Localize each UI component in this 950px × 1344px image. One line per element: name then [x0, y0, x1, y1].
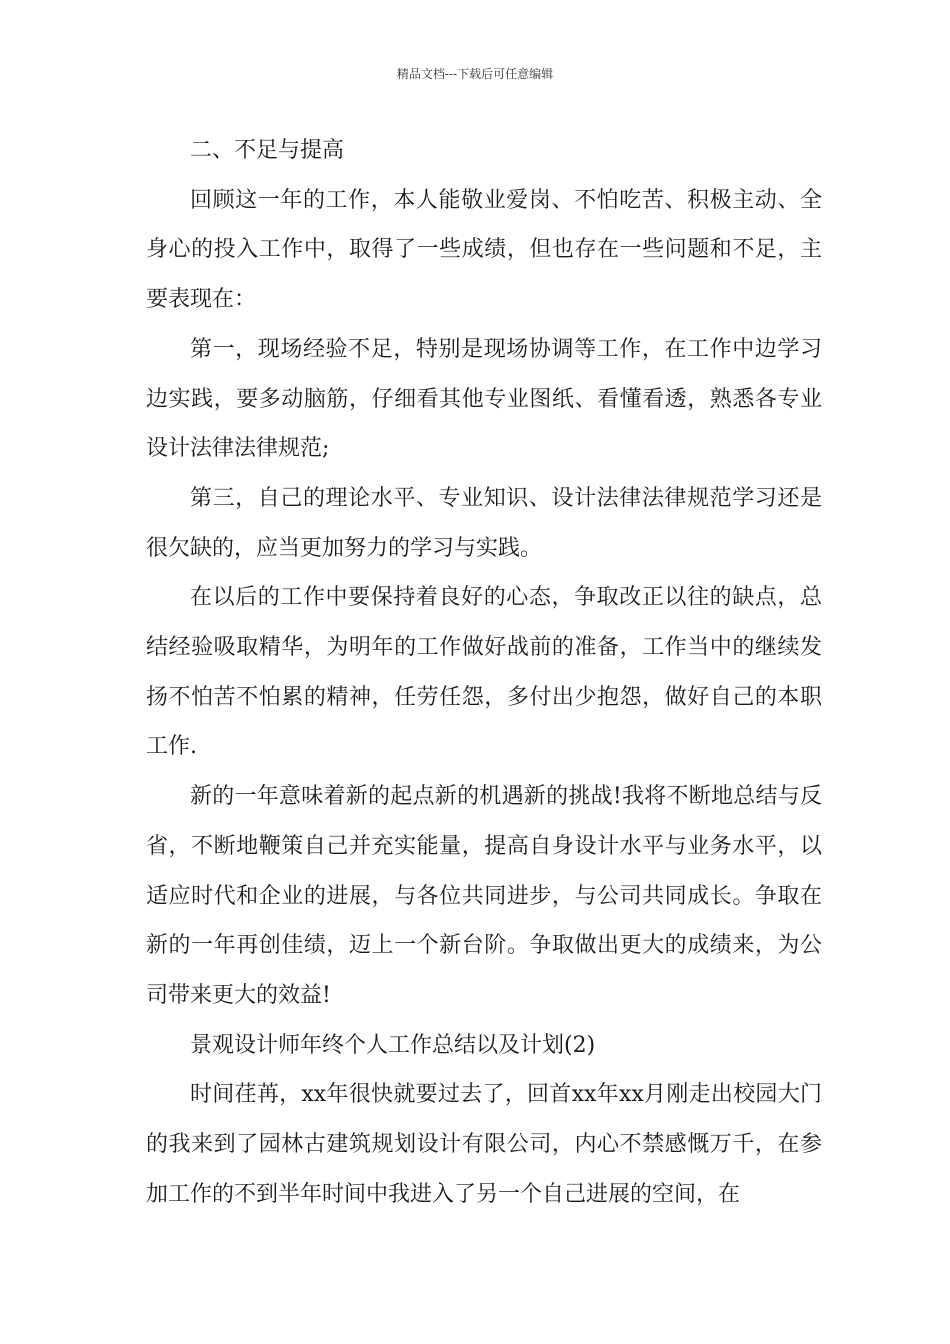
document-body — [146, 126, 822, 1219]
paragraph: 新的一年意味着新的起点新的机遇新的挑战!我将不断地总结与反省，不断地鞭策自己并充实能量，提高自身设计水平与业务水平，以适应时代和企业的进展，与各位共同进步，与公司共同成长。争取在新的一年再创佳绩，迈上一个新台阶。争取做出更大的成绩来，为公司带来更大的效益! — [146, 784, 822, 1008]
page-header: 精品文档---下载后可任意编辑 — [396, 67, 554, 81]
paragraph: 回顾这一年的工作，本人能敬业爱岗、不怕吃苦、积极主动、全身心的投入工作中，取得了一些成绩，但也存在一些问题和不足，主要表现在： — [146, 187, 822, 313]
paragraph: 时间荏苒，xx年很快就要过去了，回首xx年xx月刚走出校园大门的我来到了园林古建筑规划设计有限公司，内心不禁感慨万千，在参加工作的不到半年时间中我进入了另一个自己进展的空间，在 — [146, 1082, 822, 1207]
article-title: 景观设计师年终个人工作总结以及计划(2) — [190, 1032, 596, 1058]
section-heading: 二、不足与提高 — [190, 138, 345, 163]
paragraph: 第三，自己的理论水平、专业知识、设计法律法律规范学习还是很欠缺的，应当更加努力的学习与实践。 — [146, 485, 822, 561]
paragraph: 第一，现场经验不足，特别是现场协调等工作，在工作中边学习边实践，要多动脑筋，仔细看其他专业图纸、看懂看透，熟悉各专业设计法律法律规范; — [146, 336, 822, 462]
paragraph: 在以后的工作中要保持着良好的心态，争取改正以往的缺点，总结经验吸取精华，为明年的工作做好战前的准备，工作当中的继续发扬不怕苦不怕累的精神，任劳任怨，多付出少抱怨，做好自己的本职工作. — [146, 585, 822, 760]
